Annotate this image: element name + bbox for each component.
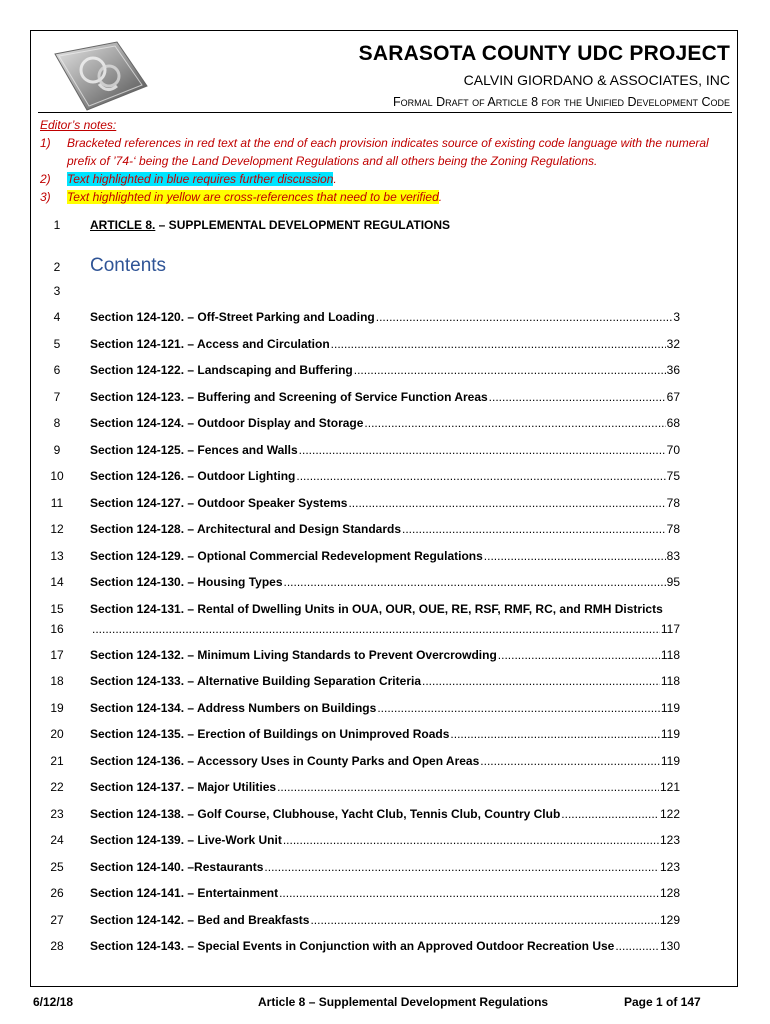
line-number: 12	[50, 522, 64, 536]
footer-page: Page 1 of 147	[624, 995, 701, 1009]
toc-page-number: 119	[660, 727, 680, 742]
toc-entry[interactable]	[90, 674, 680, 688]
toc-leader	[264, 860, 659, 874]
toc-leader	[484, 549, 666, 563]
line-number: 3	[53, 284, 61, 298]
toc-page-number: 118	[660, 674, 680, 689]
toc-entry[interactable]	[90, 833, 680, 847]
toc-title[interactable]: Section 124-138. – Golf Course, Clubhouse, Yacht Club, Tennis Club, Country Club	[90, 806, 561, 821]
toc-page-number: 128	[659, 886, 680, 901]
toc-page-number: 68	[666, 416, 680, 430]
note-text: Bracketed references in red text at the end of each provision indicates source of existing code language with the numeral prefix of ’74-‘ being the Land Development Regulations and all others being the Zoning Regulations.	[67, 136, 709, 168]
toc-entry-continued[interactable]	[90, 622, 680, 636]
line-number: 9	[53, 442, 61, 457]
toc-entry[interactable]	[90, 390, 680, 404]
line-number: 15	[50, 601, 64, 616]
line-number: 4	[53, 310, 61, 324]
toc-leader	[615, 939, 659, 953]
draft-subtitle: Formal Draft of Article 8 for the Unified Development Code	[393, 95, 730, 109]
line-number: 7	[53, 389, 61, 404]
toc-title[interactable]: Section 124-132. – Minimum Living Standards to Prevent Overcrowding	[90, 647, 497, 662]
line-number: 2	[53, 260, 61, 274]
toc-leader	[422, 674, 660, 688]
toc-entry[interactable]	[90, 780, 680, 794]
toc-entry[interactable]	[90, 337, 680, 351]
toc-leader	[377, 701, 660, 715]
toc-page-number: 3	[673, 310, 680, 324]
toc-leader	[310, 913, 659, 927]
line-number: 8	[53, 416, 61, 430]
toc-title[interactable]: Section 124-142. – Bed and Breakfasts	[90, 912, 310, 927]
toc-leader	[92, 622, 660, 636]
toc-title[interactable]: Section 124-121. – Access and Circulation	[90, 336, 330, 351]
line-number: 25	[50, 859, 64, 874]
toc-entry[interactable]	[90, 363, 680, 377]
toc-page-number: 36	[666, 363, 680, 377]
toc-leader	[348, 496, 665, 510]
toc-page-number: 95	[666, 575, 680, 589]
toc-leader	[480, 754, 660, 768]
footer-article: Article 8 – Supplemental Development Regulations	[258, 995, 549, 1009]
toc-page-number: 122	[659, 806, 680, 821]
toc-entry[interactable]	[90, 754, 680, 768]
toc-page-number: 67	[666, 389, 680, 404]
toc-title[interactable]: Section 124-143. – Special Events in Conjunction with an Approved Outdoor Recreation Use	[90, 939, 615, 954]
line-number: 19	[50, 700, 64, 715]
toc-entry[interactable]	[90, 727, 680, 741]
toc-leader	[277, 780, 659, 794]
line-number: 10	[50, 469, 64, 483]
toc-entry[interactable]	[90, 496, 680, 510]
toc-title[interactable]: Section 124-137. – Major Utilities	[90, 780, 277, 795]
toc-title[interactable]: Section 124-124. – Outdoor Display and Storage	[90, 416, 364, 430]
line-number: 20	[50, 727, 64, 742]
toc-title[interactable]: Section 124-122. – Landscaping and Buffering	[90, 363, 353, 377]
toc-title[interactable]: Section 124-127. – Outdoor Speaker Systems	[90, 495, 348, 510]
line-number: 14	[50, 575, 64, 589]
note-item: 2) Text highlighted in blue requires further discussion.	[40, 172, 337, 186]
toc-title[interactable]: Section 124-136. – Accessory Uses in County Parks and Open Areas	[90, 753, 480, 768]
toc-title[interactable]: Section 124-135. – Erection of Buildings on Unimproved Roads	[90, 727, 450, 742]
toc-entry[interactable]	[90, 416, 680, 430]
toc-entry[interactable]	[90, 310, 680, 324]
line-number: 28	[50, 939, 64, 954]
line-number: 16	[50, 621, 64, 636]
toc-page-number: 78	[666, 495, 680, 510]
toc-page-number: 123	[659, 859, 680, 874]
toc-leader	[284, 575, 666, 589]
toc-leader	[498, 648, 660, 662]
toc-title[interactable]: Section 124-140. –Restaurants	[90, 859, 264, 874]
line-number: 26	[50, 886, 64, 901]
toc-page-number: 121	[659, 780, 680, 795]
toc-page-number: 117	[660, 621, 680, 636]
line-number: 6	[53, 363, 61, 377]
line-number: 22	[50, 780, 64, 795]
line-number: 1	[53, 218, 61, 232]
toc-title[interactable]: Section 124-133. – Alternative Building Separation Criteria	[90, 674, 421, 689]
notes-heading: Editor’s notes:	[40, 118, 117, 132]
toc-leader	[331, 337, 666, 351]
toc-title[interactable]: Section 124-120. – Off-Street Parking and Loading	[90, 310, 375, 324]
toc-entry[interactable]	[90, 602, 680, 616]
header-rule	[38, 112, 732, 113]
toc-page-number: 32	[666, 336, 680, 351]
line-number: 11	[50, 495, 64, 510]
note-text-yellow: Text highlighted in yellow are cross-references that need to be verified	[67, 190, 439, 204]
editors-notes	[40, 116, 730, 206]
toc-page-number: 78	[666, 522, 680, 536]
toc-leader	[364, 416, 665, 430]
toc-leader	[376, 310, 673, 324]
line-number: 27	[50, 912, 64, 927]
toc-title[interactable]: Section 124-141. – Entertainment	[90, 886, 279, 901]
toc-title[interactable]: Section 124-130. – Housing Types	[90, 575, 283, 589]
toc-leader	[279, 886, 659, 900]
toc-entry[interactable]	[90, 575, 680, 589]
toc-leader	[354, 363, 666, 377]
toc-page-number: 123	[659, 833, 680, 848]
toc-entry[interactable]	[90, 701, 680, 715]
note-text-blue: Text highlighted in blue requires further discussion	[67, 172, 334, 186]
toc-leader	[296, 469, 665, 483]
toc-entry[interactable]	[90, 549, 680, 563]
cga-logo	[47, 40, 151, 114]
toc-title[interactable]: Section 124-128. – Architectural and Design Standards	[90, 522, 401, 536]
toc-title[interactable]: Section 124-129. – Optional Commercial Redevelopment Regulations	[90, 548, 483, 563]
note-item: 1) Bracketed references in red text at the end of each provision indicates source of existing code language with the numeral prefix of ’74-‘ being the Land Development Regulations and all others being the Zoning Regulations.	[40, 134, 730, 170]
footer-date: 6/12/18	[33, 995, 74, 1009]
document-title: SARASOTA COUNTY UDC PROJECT	[358, 42, 730, 65]
toc-leader	[402, 522, 666, 536]
toc-title[interactable]: Section 124-126. – Outdoor Lighting	[90, 469, 296, 483]
line-number: 24	[50, 833, 64, 848]
toc-entry[interactable]	[90, 860, 680, 874]
toc-title[interactable]: Section 124-125. – Fences and Walls	[90, 442, 298, 457]
toc-leader	[450, 727, 659, 741]
toc-page-number: 119	[660, 753, 680, 768]
toc-entry[interactable]	[90, 807, 680, 821]
line-number: 5	[53, 336, 61, 351]
article-heading: ARTICLE 8. – SUPPLEMENTAL DEVELOPMENT REGULATIONS	[90, 218, 451, 232]
contents-heading: Contents	[90, 255, 167, 276]
note-item: 3) Text highlighted in yellow are cross-references that need to be verified.	[40, 190, 443, 204]
toc-entry[interactable]	[90, 913, 680, 927]
toc-page-number: 75	[666, 469, 680, 483]
toc-leader	[489, 390, 666, 404]
toc-leader	[561, 807, 659, 821]
line-number: 17	[50, 647, 64, 662]
toc-page-number: 129	[659, 912, 680, 927]
line-number: 18	[50, 674, 64, 689]
toc-title[interactable]: Section 124-123. – Buffering and Screening of Service Function Areas	[90, 389, 488, 404]
toc-entry[interactable]	[90, 522, 680, 536]
toc-page-number: 83	[666, 548, 680, 563]
toc-entry[interactable]	[90, 443, 680, 457]
toc-page-number: 118	[660, 647, 680, 662]
toc-leader	[283, 833, 659, 847]
toc-title[interactable]: Section 124-139. – Live-Work Unit	[90, 833, 282, 848]
toc-title[interactable]: Section 124-131. – Rental of Dwelling Units in OUA, OUR, OUE, RE, RSF, RMF, RC, and RMH Districts	[90, 601, 663, 616]
toc-entry[interactable]	[90, 886, 680, 900]
toc-entry[interactable]	[90, 939, 680, 953]
toc-entry[interactable]	[90, 648, 680, 662]
toc-page-number: 70	[666, 442, 680, 457]
firm-name: CALVIN GIORDANO & ASSOCIATES, INC	[463, 72, 730, 88]
line-number: 21	[50, 753, 64, 768]
toc-page-number: 130	[659, 939, 680, 954]
toc-entry[interactable]	[90, 469, 680, 483]
line-number: 13	[50, 548, 64, 563]
toc-title[interactable]: Section 124-134. – Address Numbers on Buildings	[90, 700, 377, 715]
toc-leader	[299, 443, 666, 457]
line-number: 23	[50, 806, 64, 821]
toc-page-number: 119	[660, 700, 680, 715]
